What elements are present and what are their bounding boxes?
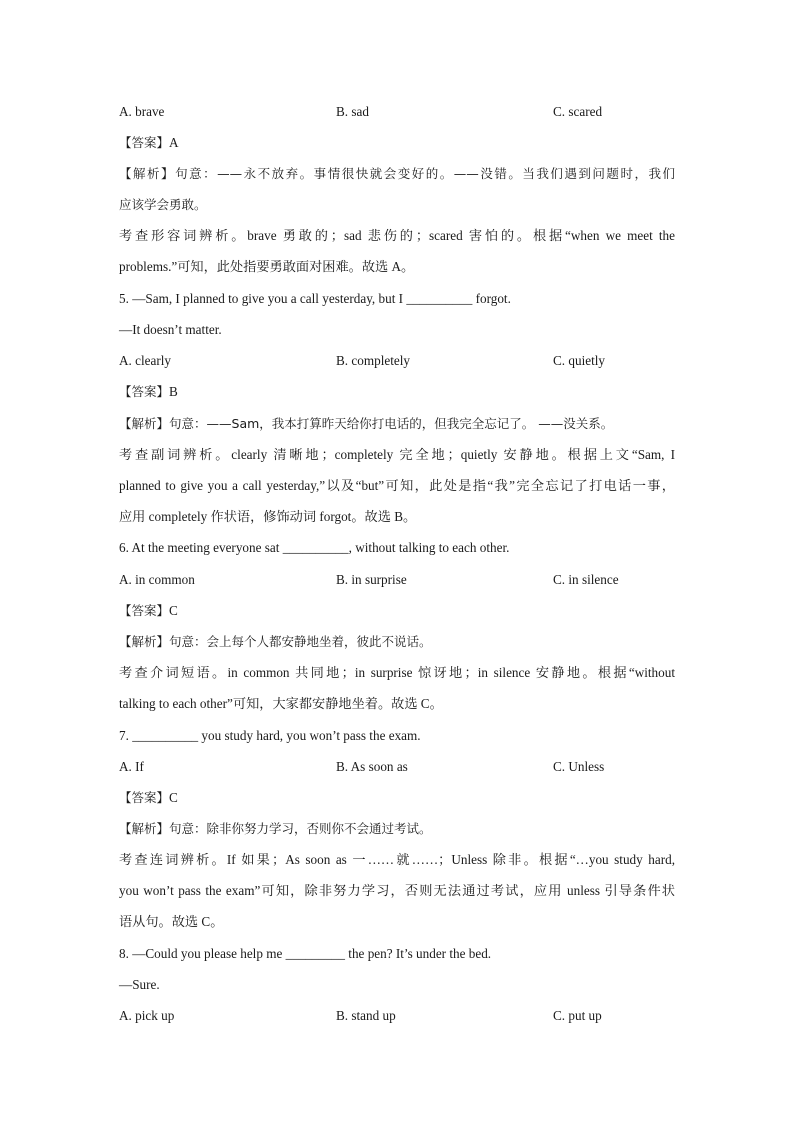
- q4-analysis-line-1: [119, 164, 675, 184]
- q5-stem-line-2: —It doesn’t matter.: [119, 322, 222, 337]
- q5-answer-line: [119, 382, 679, 402]
- q6-analysis-line-3: talking to each other”可知，大家都安静地坐着。故选 C。: [119, 696, 443, 711]
- q8-stem-line-2: —Sure.: [119, 977, 160, 992]
- q7-stem: 7. __________ you study hard, you won’t pass the exam.: [119, 728, 421, 743]
- analysis-tag: 【解析】: [119, 821, 170, 836]
- q6-option-b: B. in surprise: [336, 572, 407, 587]
- q5-analysis-line-1: [119, 414, 679, 434]
- q5-option-b: B. completely: [336, 353, 410, 368]
- answer-tag: 【答案】: [119, 603, 170, 618]
- q5-answer: B: [169, 384, 178, 399]
- q8-option-a: A. pick up: [119, 1008, 175, 1023]
- q7-analysis-line-1: [119, 819, 679, 839]
- answer-tag: 【答案】: [119, 790, 170, 805]
- analysis-tag: 【解析】: [119, 416, 170, 431]
- q5-analysis-text-1: 句意：——Sam，我本打算昨天给你打电话的，但我完全忘记了。 ——没关系。: [169, 416, 614, 431]
- q6-answer: C: [169, 603, 178, 618]
- q6-analysis-line-2: 考查介词短语。in common 共同地；in surprise 惊讶地；in silence 安静地。根据“without: [119, 665, 675, 680]
- q7-option-b: B. As soon as: [336, 759, 408, 774]
- q8-option-c: C. put up: [553, 1008, 602, 1023]
- q7-analysis-line-3: you won’t pass the exam”可知，除非努力学习，否则无法通过考试，应用 unless 引导条件状: [119, 883, 675, 898]
- q7-option-a: A. If: [119, 759, 144, 774]
- q7-analysis-line-2: 考查连词辨析。If 如果；As soon as 一……就……；Unless 除非。根据“…you study hard,: [119, 852, 675, 867]
- q8-option-b: B. stand up: [336, 1008, 396, 1023]
- q5-analysis-line-3: planned to give you a call yesterday,”以及“but”可知，此处是指“我”完全忘记了打电话一事，: [119, 478, 675, 493]
- analysis-tag: 【解析】: [119, 634, 170, 649]
- q7-analysis-text-1: 句意：除非你努力学习，否则你不会通过考试。: [169, 821, 432, 836]
- q7-answer-line: [119, 788, 679, 808]
- answer-tag: 【答案】: [119, 384, 170, 399]
- q7-option-c: C. Unless: [553, 759, 605, 774]
- q4-answer-line: [119, 133, 679, 153]
- q7-answer: C: [169, 790, 178, 805]
- q5-stem-line-1: 5. —Sam, I planned to give you a call yesterday, but I __________ forgot.: [119, 291, 511, 306]
- q8-stem-line-1: 8. —Could you please help me _________ the pen? It’s under the bed.: [119, 946, 492, 961]
- q6-answer-line: [119, 601, 679, 621]
- q4-analysis-text-1: 句意：——永不放弃。事情很快就会变好的。——没错。当我们遇到问题时，我们: [175, 166, 675, 181]
- q5-option-a: A. clearly: [119, 353, 171, 368]
- q4-analysis-line-4: problems.”可知，此处指要勇敢面对困难。故选 A。: [119, 259, 415, 274]
- q4-option-a: A. brave: [119, 104, 165, 119]
- q6-stem: 6. At the meeting everyone sat __________, without talking to each other.: [119, 540, 510, 555]
- q4-option-b: B. sad: [336, 104, 369, 119]
- q5-option-c: C. quietly: [553, 353, 606, 368]
- q5-analysis-line-2: 考查副词辨析。clearly 清晰地；completely 完全地；quietly 安静地。根据上文“Sam, I: [119, 447, 675, 462]
- q4-answer: A: [169, 135, 179, 150]
- answer-tag: 【答案】: [119, 135, 170, 150]
- q6-analysis-line-1: [119, 632, 679, 652]
- q4-analysis-line-3: 考查形容词辨析。brave 勇敢的；sad 悲伤的；scared 害怕的。根据“when we meet the: [119, 228, 675, 243]
- q6-option-c: C. in silence: [553, 572, 619, 587]
- q4-analysis-line-2: 应该学会勇敢。: [119, 197, 207, 212]
- analysis-tag: 【解析】: [119, 166, 176, 181]
- q4-option-c: C. scared: [553, 104, 603, 119]
- q5-analysis-line-4: 应用 completely 作状语，修饰动词 forgot。故选 B。: [119, 509, 417, 524]
- q7-analysis-line-4: 语从句。故选 C。: [119, 914, 224, 929]
- q6-analysis-text-1: 句意：会上每个人都安静地坐着，彼此不说话。: [169, 634, 432, 649]
- q6-option-a: A. in common: [119, 572, 195, 587]
